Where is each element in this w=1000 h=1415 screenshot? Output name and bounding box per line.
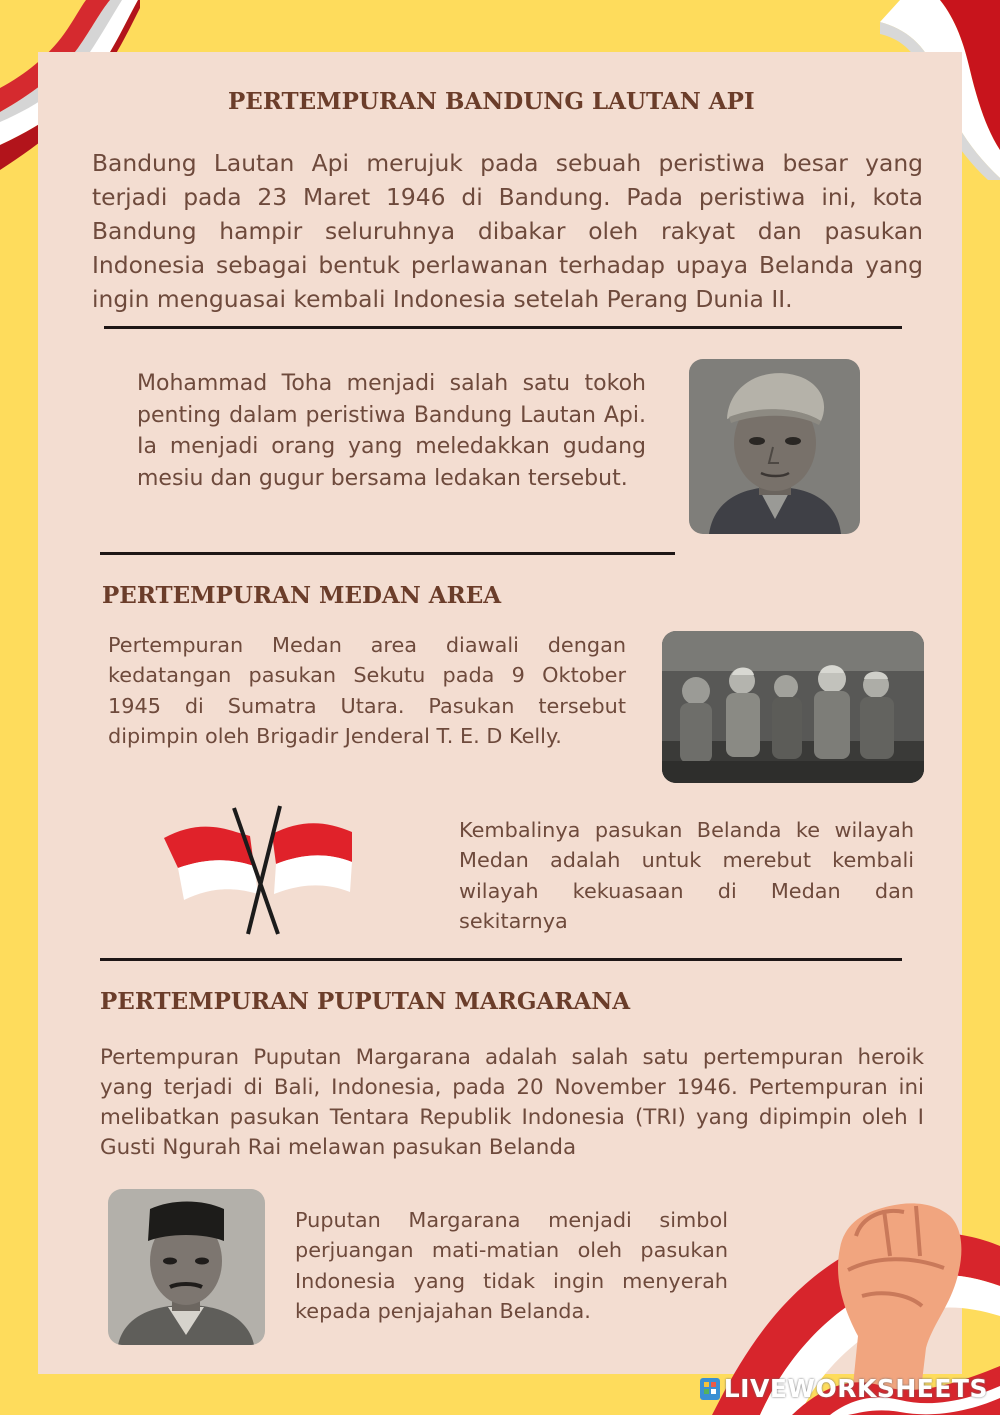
margarana-body-2: Puputan Margarana menjadi simbol perjuangan mati-matian oleh pasukan Indonesia yang tidak ingin menyerah kepada penjajahan Belanda. [295,1208,728,1323]
medan-body: Pertempuran Medan area diawali dengan kedatangan pasukan Sekutu pada 9 Oktober 1945 di Sumatra Utara. Pasukan tersebut dipimpin oleh Brigadir Jenderal T. E. D Kelly. [108,633,626,748]
divider-1 [104,326,902,329]
margarana-body: Pertempuran Puputan Margarana adalah salah satu pertempuran heroik yang terjadi di Bali, Indonesia, pada 20 November 1946. Pertempuran ini melibatkan pasukan Tentara Republik Indonesia (TRI) yang dipimpin oleh I Gusti Ngurah Rai melawan pasukan Belanda [100,1045,924,1160]
ngurah-rai-portrait [108,1189,265,1345]
liveworksheets-logo-icon [700,1378,720,1400]
mohammad-toha-portrait [689,359,860,534]
divider-3 [100,958,902,961]
crossed-flags-icon [160,802,360,938]
divider-2 [100,552,675,555]
toha-text: Mohammad Toha menjadi salah satu tokoh penting dalam peristiwa Bandung Lautan Api. Ia menjadi orang yang meledakkan gudang mesiu dan gugur bersama ledakan tersebut. [137,371,646,491]
liveworksheets-logo [700,1374,988,1403]
bandung-body: Bandung Lautan Api merujuk pada sebuah peristiwa besar yang terjadi pada 23 Maret 1946 di Bandung. Pada peristiwa ini, kota Bandung hampir seluruhnya dibakar oleh rakyat dan pasukan Indonesia sebagai bentuk perlawanan terhadap upaya Belanda yang ingin menguasai kembali Indonesia setelah Perang Dunia II. [92,149,923,313]
margarana-title: PERTEMPURAN PUPUTAN MARGARANA [100,988,631,1015]
bandung-title: PERTEMPURAN BANDUNG LAUTAN API [228,88,755,115]
liveworksheets-logo-text: LIVEWORKSHEETS [723,1374,988,1403]
medan-soldiers-photo [662,631,924,783]
medan-title: PERTEMPURAN MEDAN AREA [102,582,502,609]
medan-body-2: Kembalinya pasukan Belanda ke wilayah Medan adalah untuk merebut kembali wilayah kekuasaan di Medan dan sekitarnya [459,818,914,933]
